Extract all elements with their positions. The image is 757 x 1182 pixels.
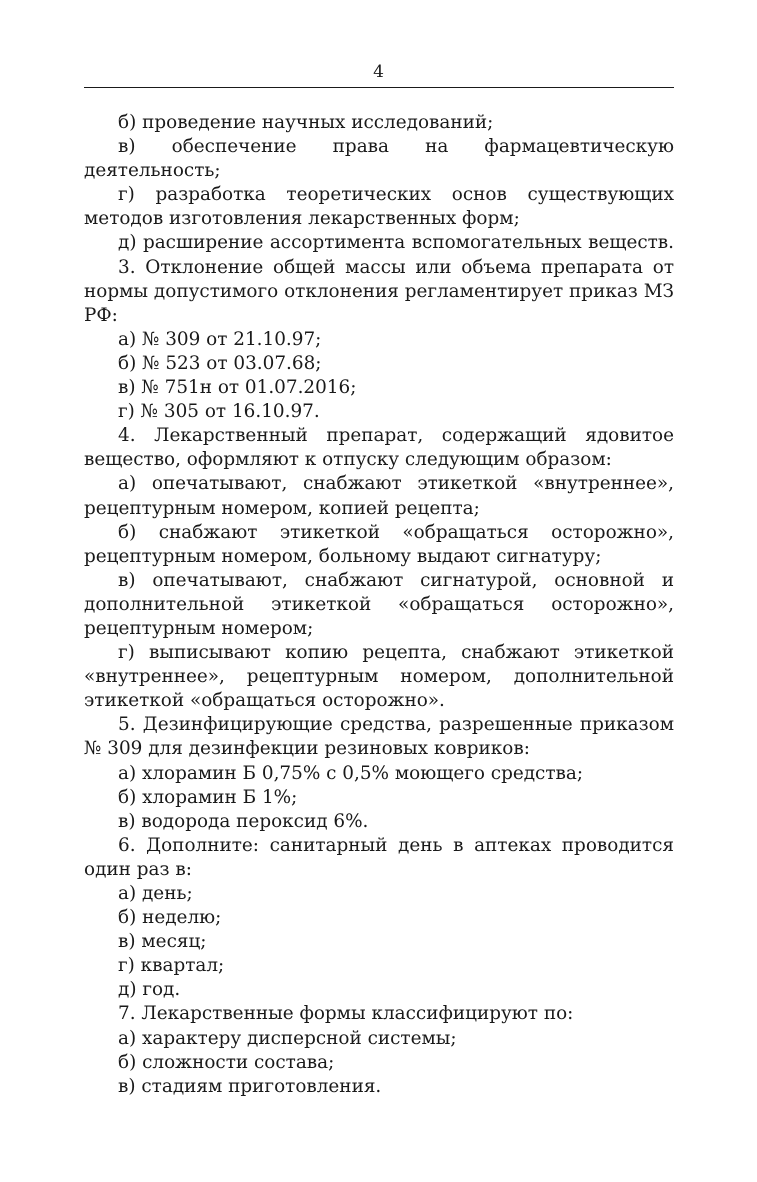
answer-option: а) характеру дисперсной системы; — [118, 1027, 457, 1049]
answer-option: б) неделю; — [118, 907, 222, 929]
answer-option: в) опечатывают, снабжают сигнатурой, основной и дополнительной этикеткой «обращаться осторожно», рецептурным номером; — [84, 569, 674, 639]
question-3: 3. Отклонение общей массы или объема препарата от нормы допустимого отклонения регламентирует приказ МЗ РФ: — [84, 256, 674, 326]
answer-option: б) сложности состава; — [118, 1051, 335, 1073]
answer-option: в) стадиям приготовления. — [118, 1075, 382, 1097]
answer-option: а) хлорамин Б 0,75% с 0,5% моющего средства; — [118, 762, 584, 784]
answer-option: г) выписывают копию рецепта, снабжают этикеткой «внутреннее», рецептурным номером, дополнительной этикеткой «обращаться осторожно». — [84, 642, 674, 712]
question-4: 4. Лекарственный препарат, содержащий ядовитое вещество, оформляют к отпуску следующим образом: — [84, 425, 674, 471]
answer-option: г) № 305 от 16.10.97. — [118, 401, 320, 423]
answer-option: б) снабжают этикеткой «обращаться осторожно», рецептурным номером, больному выдают сигнатуру; — [84, 521, 674, 567]
question-5: 5. Дезинфицирующие средства, разрешенные приказом № 309 для дезинфекции резиновых ковриков: — [84, 714, 674, 760]
header-rule — [84, 87, 674, 88]
answer-option: д) год. — [118, 979, 181, 1001]
question-6: 6. Дополните: санитарный день в аптеках проводится один раз в: — [84, 834, 674, 880]
answer-option: в) водорода пероксид 6%. — [118, 810, 369, 832]
answer-option: а) № 309 от 21.10.97; — [118, 328, 322, 350]
answer-option: г) разработка теоретических основ существующих методов изготовления лекарственных форм; — [84, 184, 674, 230]
answer-option: б) № 523 от 03.07.68; — [118, 352, 322, 374]
answer-option: а) день; — [118, 883, 193, 904]
answer-option: в) обеспечение права на фармацевтическую деятельность; — [84, 136, 674, 182]
answer-option: в) № 751н от 01.07.2016; — [118, 377, 357, 399]
answer-option: б) проведение научных исследований; — [118, 112, 494, 133]
page-body — [84, 111, 674, 1099]
answer-option: б) хлорамин Б 1%; — [118, 786, 298, 808]
answer-option: а) опечатывают, снабжают этикеткой «внутреннее», рецептурным номером, копией рецепта; — [84, 473, 674, 519]
page-number: 4 — [373, 62, 384, 82]
answer-option: в) месяц; — [118, 931, 207, 953]
answer-option: г) квартал; — [118, 955, 225, 977]
question-7: 7. Лекарственные формы классифицируют по: — [118, 1003, 574, 1025]
answer-option: д) расширение ассортимента вспомогательных веществ. — [118, 232, 674, 254]
